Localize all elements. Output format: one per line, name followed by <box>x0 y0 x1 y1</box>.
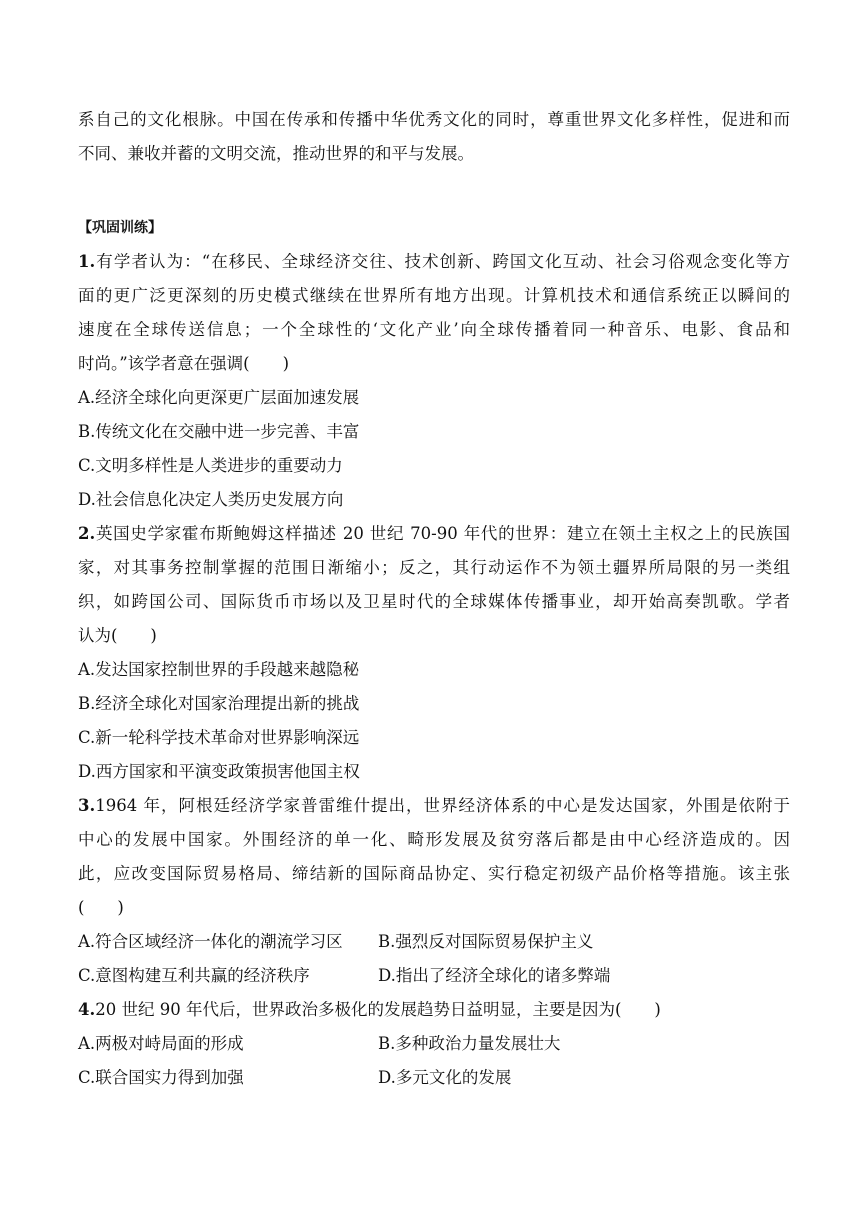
option-c: C.联合国实力得到加强 <box>78 1068 244 1087</box>
option-row <box>78 959 790 993</box>
question-line: 中心的发展中国家。外围经济的单一化、畸形发展及贫穷落后都是由中心经济造成的。因 <box>78 830 790 849</box>
document-page <box>78 103 790 1095</box>
question-line: 2.英国史学家霍布斯鲍姆这样描述 20 世纪 70-90 年代的世界：建立在领土主权之上的民族国 <box>78 524 790 543</box>
question-line: 认为( ) <box>78 626 157 645</box>
option-a: A.发达国家控制世界的手段越来越隐秘 <box>78 660 360 679</box>
question-2 <box>78 517 790 789</box>
question-line: 1.有学者认为：“在移民、全球经济交往、技术创新、跨国文化互动、社会习俗观念变化等方 <box>78 252 790 271</box>
question-line: 此，应改变国际贸易格局、缔结新的国际商品协定、实行稳定初级产品价格等措施。该主张 <box>78 864 790 883</box>
question-number: 4. <box>78 1000 96 1019</box>
option-d: D.指出了经济全球化的诸多弊端 <box>378 966 611 985</box>
option-c: C.文明多样性是人类进步的重要动力 <box>78 456 343 475</box>
question-3 <box>78 789 790 993</box>
option-row <box>78 1061 790 1095</box>
question-line: 3.1964 年，阿根廷经济学家普雷维什提出，世界经济体系的中心是发达国家，外围是依附于 <box>78 796 790 815</box>
option-b: B.经济全球化对国家治理提出新的挑战 <box>78 694 360 713</box>
question-line: 时尚。”该学者意在强调( ) <box>78 354 290 373</box>
intro-paragraph <box>78 103 790 171</box>
question-line: 4.20 世纪 90 年代后，世界政治多极化的发展趋势日益明显，主要是因为( ) <box>78 1000 661 1019</box>
option-d: D.社会信息化决定人类历史发展方向 <box>78 490 344 509</box>
question-number: 2. <box>78 524 96 543</box>
option-d: D.西方国家和平演变政策损害他国主权 <box>78 762 360 781</box>
option-c: C.新一轮科学技术革命对世界影响深远 <box>78 728 360 747</box>
option-a: A.符合区域经济一体化的潮流学习区 <box>78 932 343 951</box>
option-row <box>78 925 790 959</box>
option-b: B.传统文化在交融中进一步完善、丰富 <box>78 422 360 441</box>
question-1 <box>78 245 790 517</box>
intro-line: 不同、兼收并蓄的文明交流，推动世界的和平与发展。 <box>78 144 474 163</box>
question-line: 家，对其事务控制掌握的范围日渐缩小；反之，其行动运作不为领土疆界所局限的另一类组 <box>78 558 790 577</box>
option-b: B.多种政治力量发展壮大 <box>378 1034 561 1053</box>
question-number: 1. <box>78 252 96 271</box>
section-title: 【巩固训练】 <box>78 220 162 236</box>
question-line: 面的更广泛更深刻的历史模式继续在世界所有地方出现。计算机技术和通信系统正以瞬间的 <box>78 286 790 305</box>
intro-line: 系自己的文化根脉。中国在传承和传播中华优秀文化的同时，尊重世界文化多样性，促进和而 <box>78 110 790 129</box>
option-d: D.多元文化的发展 <box>378 1068 512 1087</box>
question-number: 3. <box>78 796 96 815</box>
option-a: A.经济全球化向更深更广层面加速发展 <box>78 388 360 407</box>
question-line: 速度在全球传送信息；一个全球性的‘文化产业’向全球传播着同一种音乐、电影、食品和 <box>78 320 790 339</box>
question-4 <box>78 993 790 1095</box>
question-line: 织，如跨国公司、国际货币市场以及卫星时代的全球媒体传播事业，却开始高奏凯歌。学者 <box>78 592 790 611</box>
option-a: A.两极对峙局面的形成 <box>78 1034 244 1053</box>
option-row <box>78 1027 790 1061</box>
question-line: ( ) <box>78 898 124 917</box>
option-c: C.意图构建互利共赢的经济秩序 <box>78 966 310 985</box>
option-b: B.强烈反对国际贸易保护主义 <box>378 932 594 951</box>
